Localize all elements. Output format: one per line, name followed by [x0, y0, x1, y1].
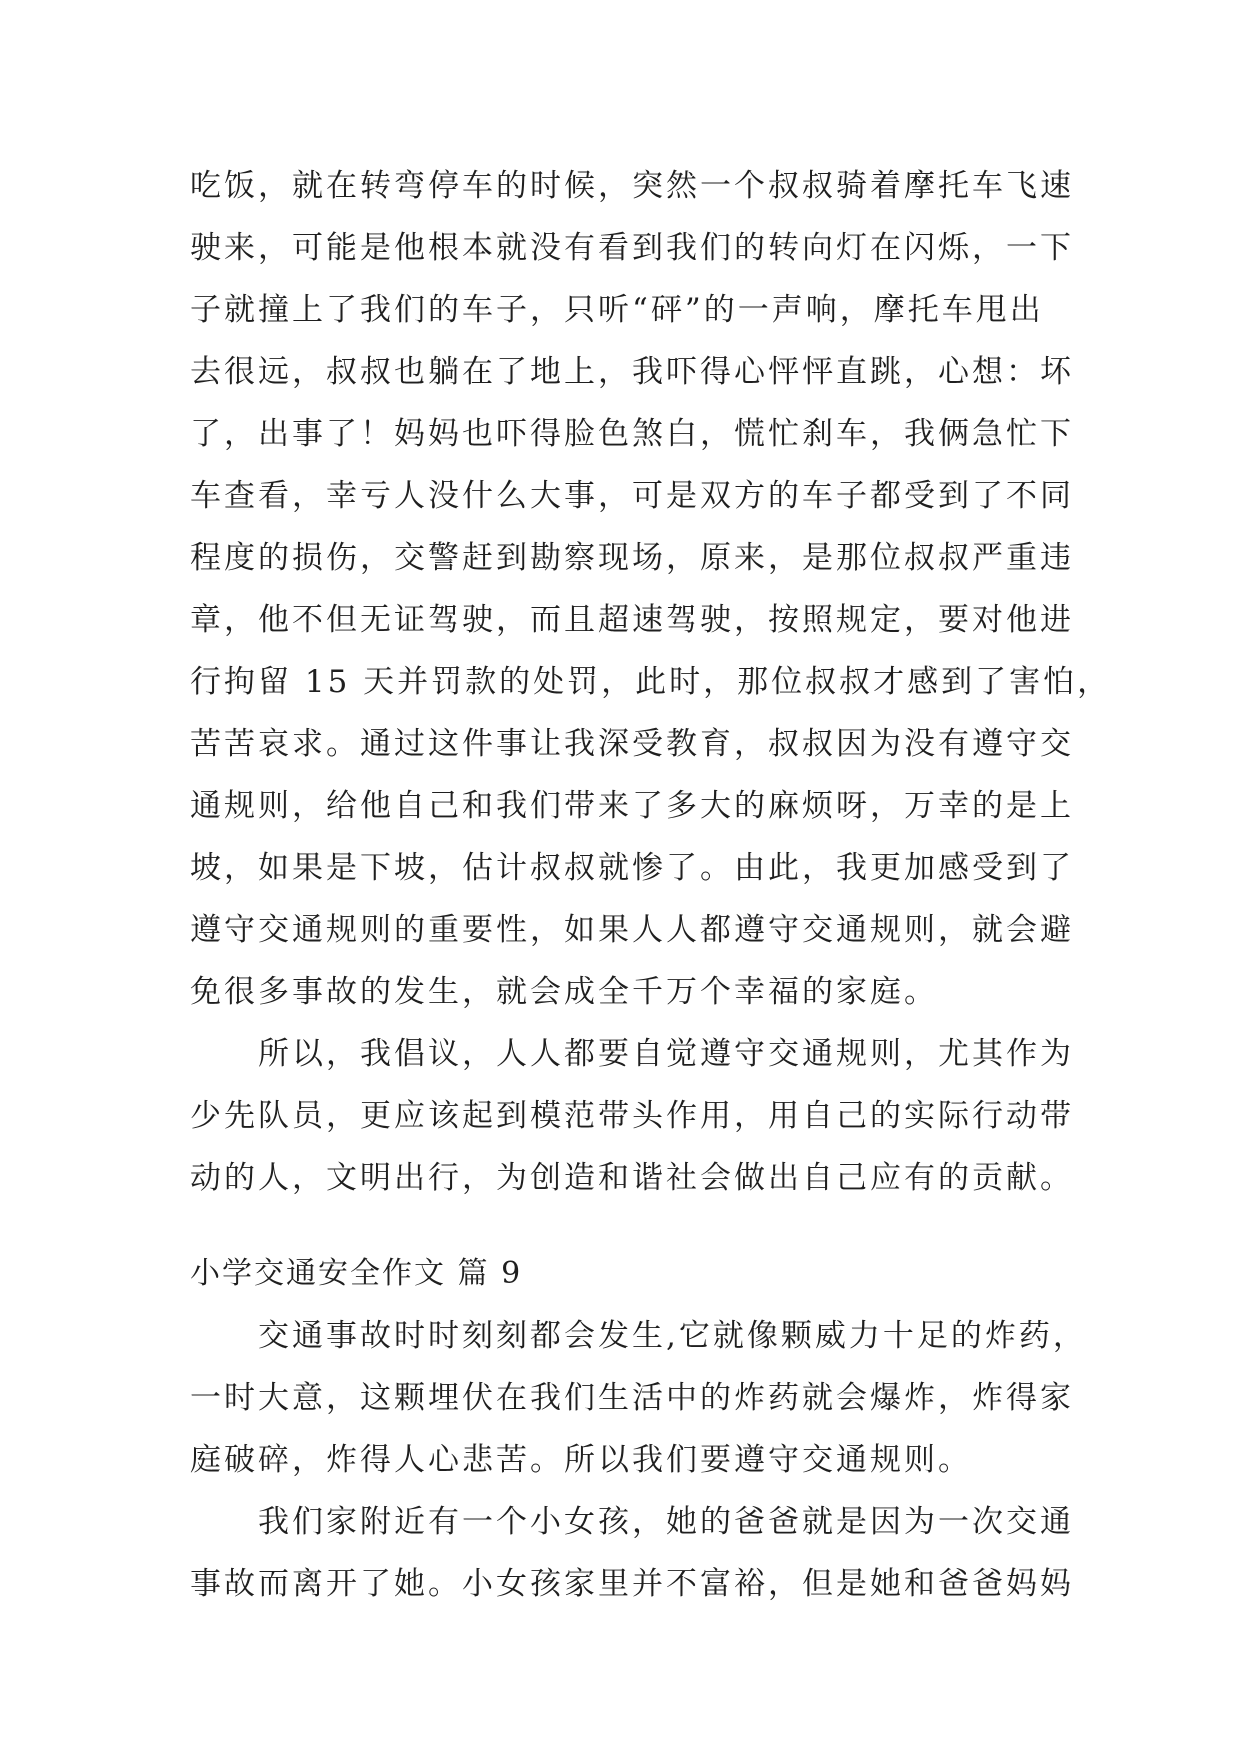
text-line: 庭破碎，炸得人心悲苦。所以我们要遵守交通规则。	[190, 1442, 972, 1478]
text-line: 行拘留 15 天并罚款的处罚，此时，那位叔叔才感到了害怕，	[190, 664, 1112, 700]
text-line: 了，出事了！妈妈也吓得脸色煞白，慌忙刹车，我俩急忙下	[190, 416, 1074, 452]
text-line: 子就撞上了我们的车子，只听“砰”的一声响，摩托车甩出	[190, 292, 1044, 328]
text-line: 去很远，叔叔也躺在了地上，我吓得心怦怦直跳，心想：坏	[190, 354, 1074, 390]
text-line: 通规则，给他自己和我们带来了多大的麻烦呀，万幸的是上	[190, 788, 1074, 824]
text-line: 驶来，可能是他根本就没有看到我们的转向灯在闪烁，一下	[190, 230, 1074, 266]
text-line: 免很多事故的发生，就会成全千万个幸福的家庭。	[190, 974, 938, 1010]
text-line: 遵守交通规则的重要性，如果人人都遵守交通规则，就会避	[190, 912, 1074, 948]
text-line: 苦苦哀求。通过这件事让我深受教育，叔叔因为没有遵守交	[190, 726, 1074, 762]
text-line: 我们家附近有一个小女孩，她的爸爸就是因为一次交通	[190, 1504, 1074, 1540]
text-line: 事故而离开了她。小女孩家里并不富裕，但是她和爸爸妈妈	[190, 1566, 1074, 1602]
text-line: 所以，我倡议，人人都要自觉遵守交通规则，尤其作为	[190, 1036, 1074, 1072]
text-line: 程度的损伤，交警赶到勘察现场，原来，是那位叔叔严重违	[190, 540, 1074, 576]
text-line: 车查看，幸亏人没什么大事，可是双方的车子都受到了不同	[190, 478, 1074, 514]
text-line: 章，他不但无证驾驶，而且超速驾驶，按照规定，要对他进	[190, 602, 1074, 638]
section-heading: 小学交通安全作文 篇 9	[190, 1256, 523, 1291]
text-line: 动的人，文明出行，为创造和谐社会做出自己应有的贡献。	[190, 1160, 1074, 1196]
text-line: 坡，如果是下坡，估计叔叔就惨了。由此，我更加感受到了	[190, 850, 1074, 886]
text-line: 少先队员，更应该起到模范带头作用，用自己的实际行动带	[190, 1098, 1074, 1134]
text-line: 交通事故时时刻刻都会发生,它就像颗威力十足的炸药，	[190, 1318, 1087, 1354]
text-line: 一时大意，这颗埋伏在我们生活中的炸药就会爆炸，炸得家	[190, 1380, 1074, 1416]
text-line: 吃饭，就在转弯停车的时候，突然一个叔叔骑着摩托车飞速	[190, 168, 1074, 204]
